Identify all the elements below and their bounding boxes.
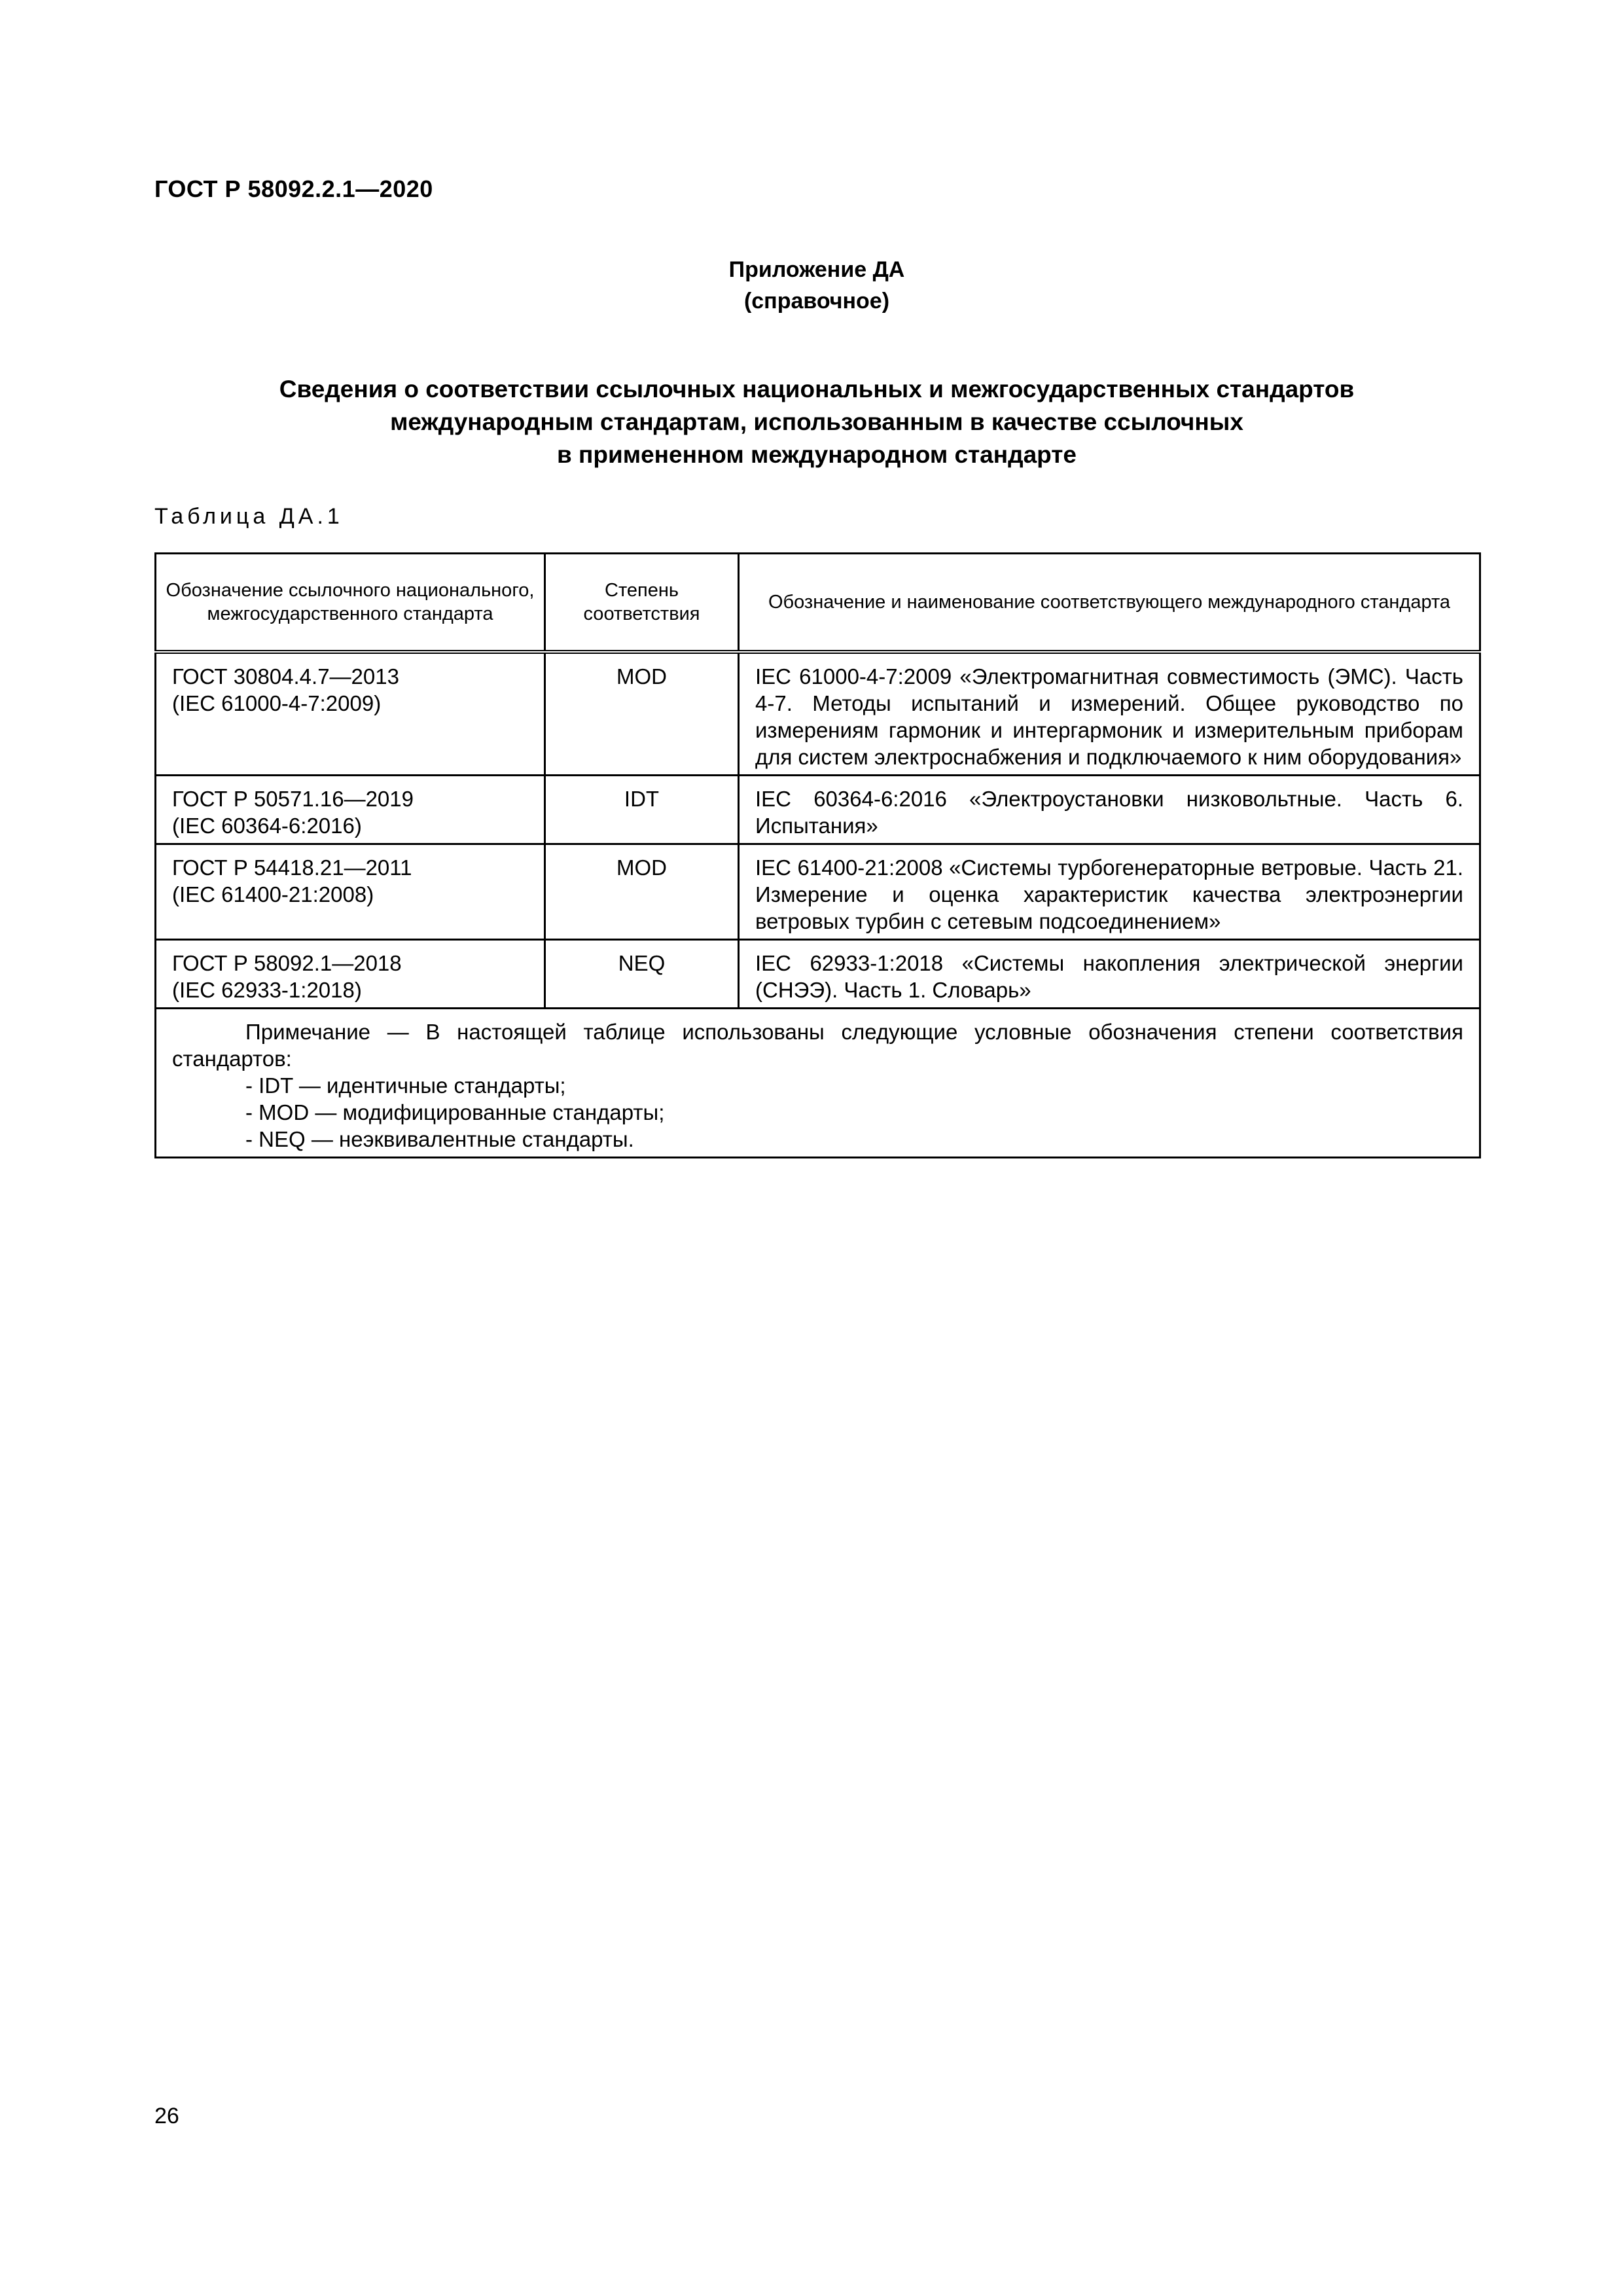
- annex-kind: (справочное): [743, 289, 890, 314]
- title-line: международным стандартам, использованным в качестве ссылочных: [390, 408, 1243, 435]
- degree-cell: NEQ: [545, 940, 739, 1009]
- reference-table: [154, 552, 1481, 1158]
- header-international: Обозначение и наименование соответствующего международного стандарта: [739, 554, 1480, 653]
- international-standard-cell: IEC 60364-6:2016 «Электроустановки низковольтные. Часть 6. Испытания»: [739, 776, 1480, 844]
- international-standard-cell: IEC 61400-21:2008 «Системы турбогенераторные ветровые. Часть 21. Измерение и оценка характеристик качества электроэнергии ветровых турбин с сетевым подсоединением»: [739, 844, 1480, 940]
- table-header-row: [156, 554, 1480, 653]
- national-standard-cell: [156, 776, 545, 844]
- annex-title: Приложение ДА: [728, 257, 905, 282]
- note-item: - MOD — модифицированные стандарты;: [245, 1100, 665, 1124]
- national-code: ГОСТ Р 50571.16—2019: [172, 787, 414, 811]
- header-degree: Степень соответствия: [545, 554, 739, 653]
- annex-heading: [154, 254, 1479, 317]
- title-line: в примененном международном стандарте: [556, 441, 1077, 468]
- national-code: ГОСТ 30804.4.7—2013: [172, 664, 399, 689]
- table-row: [156, 652, 1480, 776]
- iec-code: (IEC 61400-21:2008): [172, 882, 374, 906]
- note-item: - NEQ — неэквивалентные стандарты.: [245, 1127, 634, 1151]
- iec-code: (IEC 62933-1:2018): [172, 978, 362, 1002]
- national-code: ГОСТ Р 54418.21—2011: [172, 855, 412, 880]
- table-row: [156, 940, 1480, 1009]
- table-label: Таблица ДА.1: [154, 504, 344, 529]
- table-note-row: [156, 1009, 1480, 1158]
- national-standard-cell: [156, 940, 545, 1009]
- international-standard-cell: IEC 61000-4-7:2009 «Электромагнитная совместимость (ЭМС). Часть 4-7. Методы испытаний и измерений. Общее руководство по измерениям гармоник и интергармоник и измерительным приборам для систем электроснабжения и подключаемого к ним оборудования»: [739, 652, 1480, 776]
- table-note: [156, 1009, 1480, 1158]
- national-standard-cell: [156, 844, 545, 940]
- iec-code: (IEC 60364-6:2016): [172, 814, 362, 838]
- iec-code: (IEC 61000-4-7:2009): [172, 691, 382, 715]
- section-title: [154, 373, 1479, 471]
- degree-cell: MOD: [545, 652, 739, 776]
- title-line: Сведения о соответствии ссылочных национальных и межгосударственных стандартов: [279, 376, 1355, 403]
- degree-cell: IDT: [545, 776, 739, 844]
- table-row: [156, 844, 1480, 940]
- document-code: ГОСТ Р 58092.2.1—2020: [154, 175, 433, 202]
- table-row: [156, 776, 1480, 844]
- international-standard-cell: IEC 62933-1:2018 «Системы накопления электрической энергии (СНЭЭ). Часть 1. Словарь»: [739, 940, 1480, 1009]
- note-item: - IDT — идентичные стандарты;: [245, 1073, 566, 1098]
- header-national: Обозначение ссылочного национального, межгосударственного стандарта: [156, 554, 545, 653]
- national-standard-cell: [156, 652, 545, 776]
- national-code: ГОСТ Р 58092.1—2018: [172, 951, 402, 975]
- page-number: 26: [154, 2104, 179, 2128]
- degree-cell: MOD: [545, 844, 739, 940]
- note-list: [172, 1072, 1463, 1153]
- note-text: Примечание — В настоящей таблице использованы следующие условные обозначения степени соответствия стандартов:: [172, 1020, 1463, 1071]
